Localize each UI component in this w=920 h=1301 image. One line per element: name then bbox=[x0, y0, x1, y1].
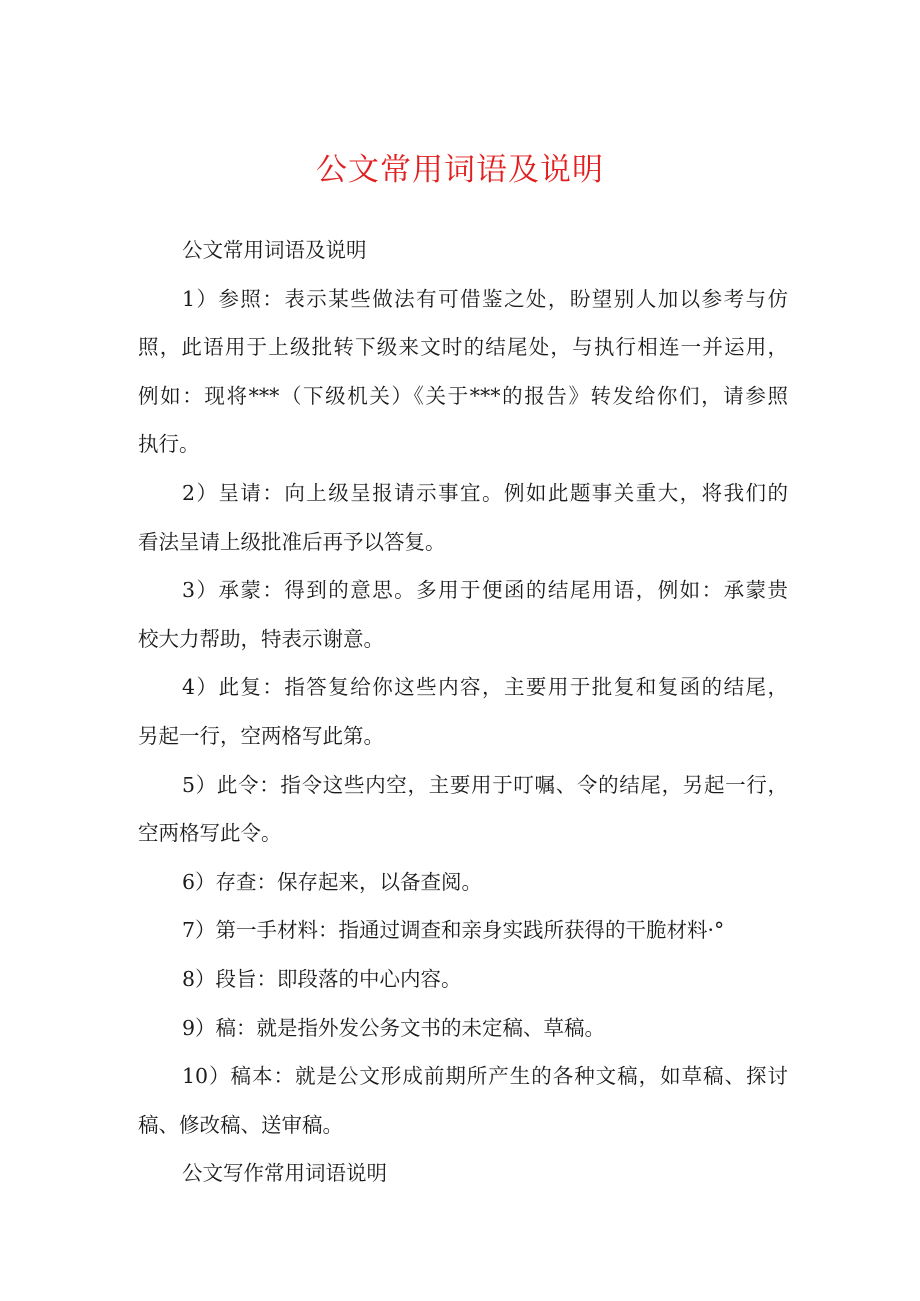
text-line: 执行。 bbox=[138, 432, 200, 457]
document-title: 公文常用词语及说明 bbox=[316, 152, 604, 188]
term-item-6 bbox=[138, 858, 788, 907]
text-line: 8）段旨：即段落的中心内容。 bbox=[182, 966, 462, 991]
text-line: 稿、修改稿、送审稿。 bbox=[138, 1112, 343, 1137]
text-line: 照，此语用于上级批转下级来文时的结尾处，与执行相连一并运用， bbox=[138, 335, 788, 360]
text-line: 2）呈请：向上级呈报请示事宜。例如此题事关重大，将我们的 bbox=[182, 480, 788, 505]
term-item-10 bbox=[138, 1052, 788, 1149]
term-item-1 bbox=[138, 275, 788, 469]
text-line: 7）第一手材料：指通过调查和亲身实践所获得的干脆材料·° bbox=[182, 918, 725, 943]
text-line: 看法呈请上级批准后再予以答复。 bbox=[138, 529, 446, 554]
term-item-3 bbox=[138, 566, 788, 663]
text-line: 5）此令：指令这些内空，主要用于叮嘱、令的结尾，另起一行， bbox=[182, 772, 788, 797]
text-line: 9）稿：就是指外发公务文书的未定稿、草稿。 bbox=[182, 1015, 606, 1040]
section-heading: 公文写作常用词语说明 bbox=[182, 1161, 387, 1186]
document-body bbox=[138, 226, 788, 1198]
section-heading: 公文常用词语及说明 bbox=[182, 238, 367, 262]
text-line: 空两格写此令。 bbox=[138, 821, 282, 846]
text-line: 例如：现将***（下级机关）《关于***的报告》转发给你们，请参照 bbox=[138, 383, 788, 408]
text-line: 10）稿本：就是公文形成前期所产生的各种文稿，如草稿、探讨 bbox=[182, 1064, 788, 1089]
term-item-4 bbox=[138, 663, 788, 760]
text-line: 校大力帮助，特表示谢意。 bbox=[138, 626, 384, 651]
text-line: 6）存查：保存起来，以备查阅。 bbox=[182, 869, 483, 894]
term-item-9 bbox=[138, 1004, 788, 1053]
text-line: 另起一行，空两格写此第。 bbox=[138, 723, 384, 748]
term-item-7 bbox=[138, 906, 788, 955]
term-item-2 bbox=[138, 469, 788, 566]
text-line: 1）参照：表示某些做法有可借鉴之处，盼望别人加以参考与仿 bbox=[182, 286, 788, 311]
text-line: 3）承蒙：得到的意思。多用于便函的结尾用语，例如：承蒙贵 bbox=[182, 578, 788, 603]
term-item-5 bbox=[138, 761, 788, 858]
term-item-8 bbox=[138, 955, 788, 1004]
text-line: 4）此复：指答复给你这些内容，主要用于批复和复函的结尾， bbox=[182, 675, 788, 700]
